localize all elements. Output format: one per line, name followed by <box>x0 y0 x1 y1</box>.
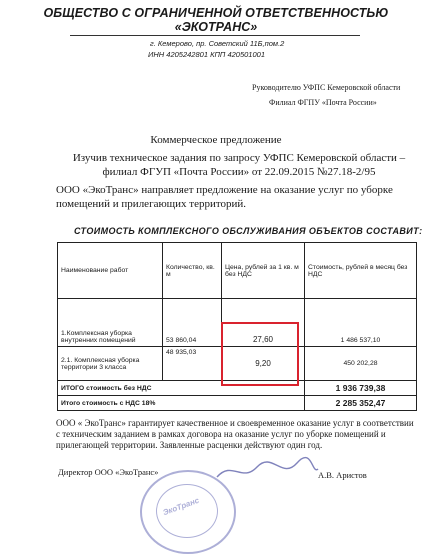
guarantee-paragraph: ООО « ЭкоТранс» гарантирует качественное и своевременное оказание услуг в соответствии с техническим заданием в рамках договора на оказание услуг по уборке помещений и прилегающей территории. Заявленные расценки действуют один год. <box>56 418 414 450</box>
header-price: Цена, рублей за 1 кв. м без НДС <box>222 243 305 299</box>
signature-title: Директор ООО «ЭкоТранс» <box>58 467 159 477</box>
row1-work: 1.Комплексная уборка внутренних помещений <box>58 299 163 347</box>
table-header-row <box>58 243 417 299</box>
row1-quantity: 53 860,04 <box>163 299 222 347</box>
header-cost: Стоимость, рублей в месяц без НДС <box>305 243 417 299</box>
intro-paragraph: Изучив техническое задания по запросу УФПС Кемеровской области – филиал ФГУП «Почта России» от 22.09.2015 №27.18-2/95 <box>72 152 406 178</box>
row2-cost: 450 202,28 <box>305 347 417 381</box>
total-no-vat-value: 1 936 739,38 <box>305 381 417 396</box>
total-no-vat-label: ИТОГО стоимость без НДС <box>58 381 305 396</box>
header-quantity: Количество, кв. м <box>163 243 222 299</box>
company-name: ОБЩЕСТВО С ОГРАНИЧЕННОЙ ОТВЕТСТВЕННОСТЬЮ <box>43 6 389 20</box>
row2-quantity: 48 935,03 <box>163 347 222 381</box>
row1-cost: 1 486 537,10 <box>305 299 417 347</box>
company-brand: «ЭКОТРАНС» <box>174 20 258 34</box>
table-subheading: СТОИМОСТЬ КОМПЛЕКСНОГО ОБСЛУЖИВАНИЯ ОБЪЕКТОВ СОСТАВИТ: <box>74 226 423 236</box>
table-total-row <box>58 396 417 411</box>
company-inn-kpp: ИНН 4205242801 КПП 420501001 <box>148 50 265 59</box>
handwritten-signature <box>212 455 322 485</box>
stamp-text: ЭкоТранс <box>161 495 201 518</box>
price-highlight-box <box>221 322 299 386</box>
total-vat-label: Итого стоимость с НДС 18% <box>58 396 305 411</box>
company-address: г. Кемерово, пр. Советский 11Б,пом.2 <box>150 39 285 48</box>
recipient-line2: Филиал ФГПУ «Почта России» <box>269 98 377 107</box>
offer-paragraph: ООО «ЭкоТранс» направляет предложение на оказание услуг по уборке помещений и прилегающих территорий. <box>56 184 393 210</box>
header-work: Наименование работ <box>58 243 163 299</box>
row2-price: 9,20 <box>222 347 305 381</box>
document-title: Коммерческое предложение <box>150 134 282 146</box>
signature-name: А.В. Аристов <box>318 470 367 480</box>
row2-work: 2.1. Комплексная уборка территории 3 класса <box>58 347 163 381</box>
letterhead-divider <box>70 35 360 36</box>
recipient-line1: Руководителю УФПС Кемеровской области <box>252 83 401 92</box>
company-stamp <box>140 470 236 554</box>
total-vat-value: 2 285 352,47 <box>305 396 417 411</box>
row1-price: 27,60 <box>222 299 305 347</box>
